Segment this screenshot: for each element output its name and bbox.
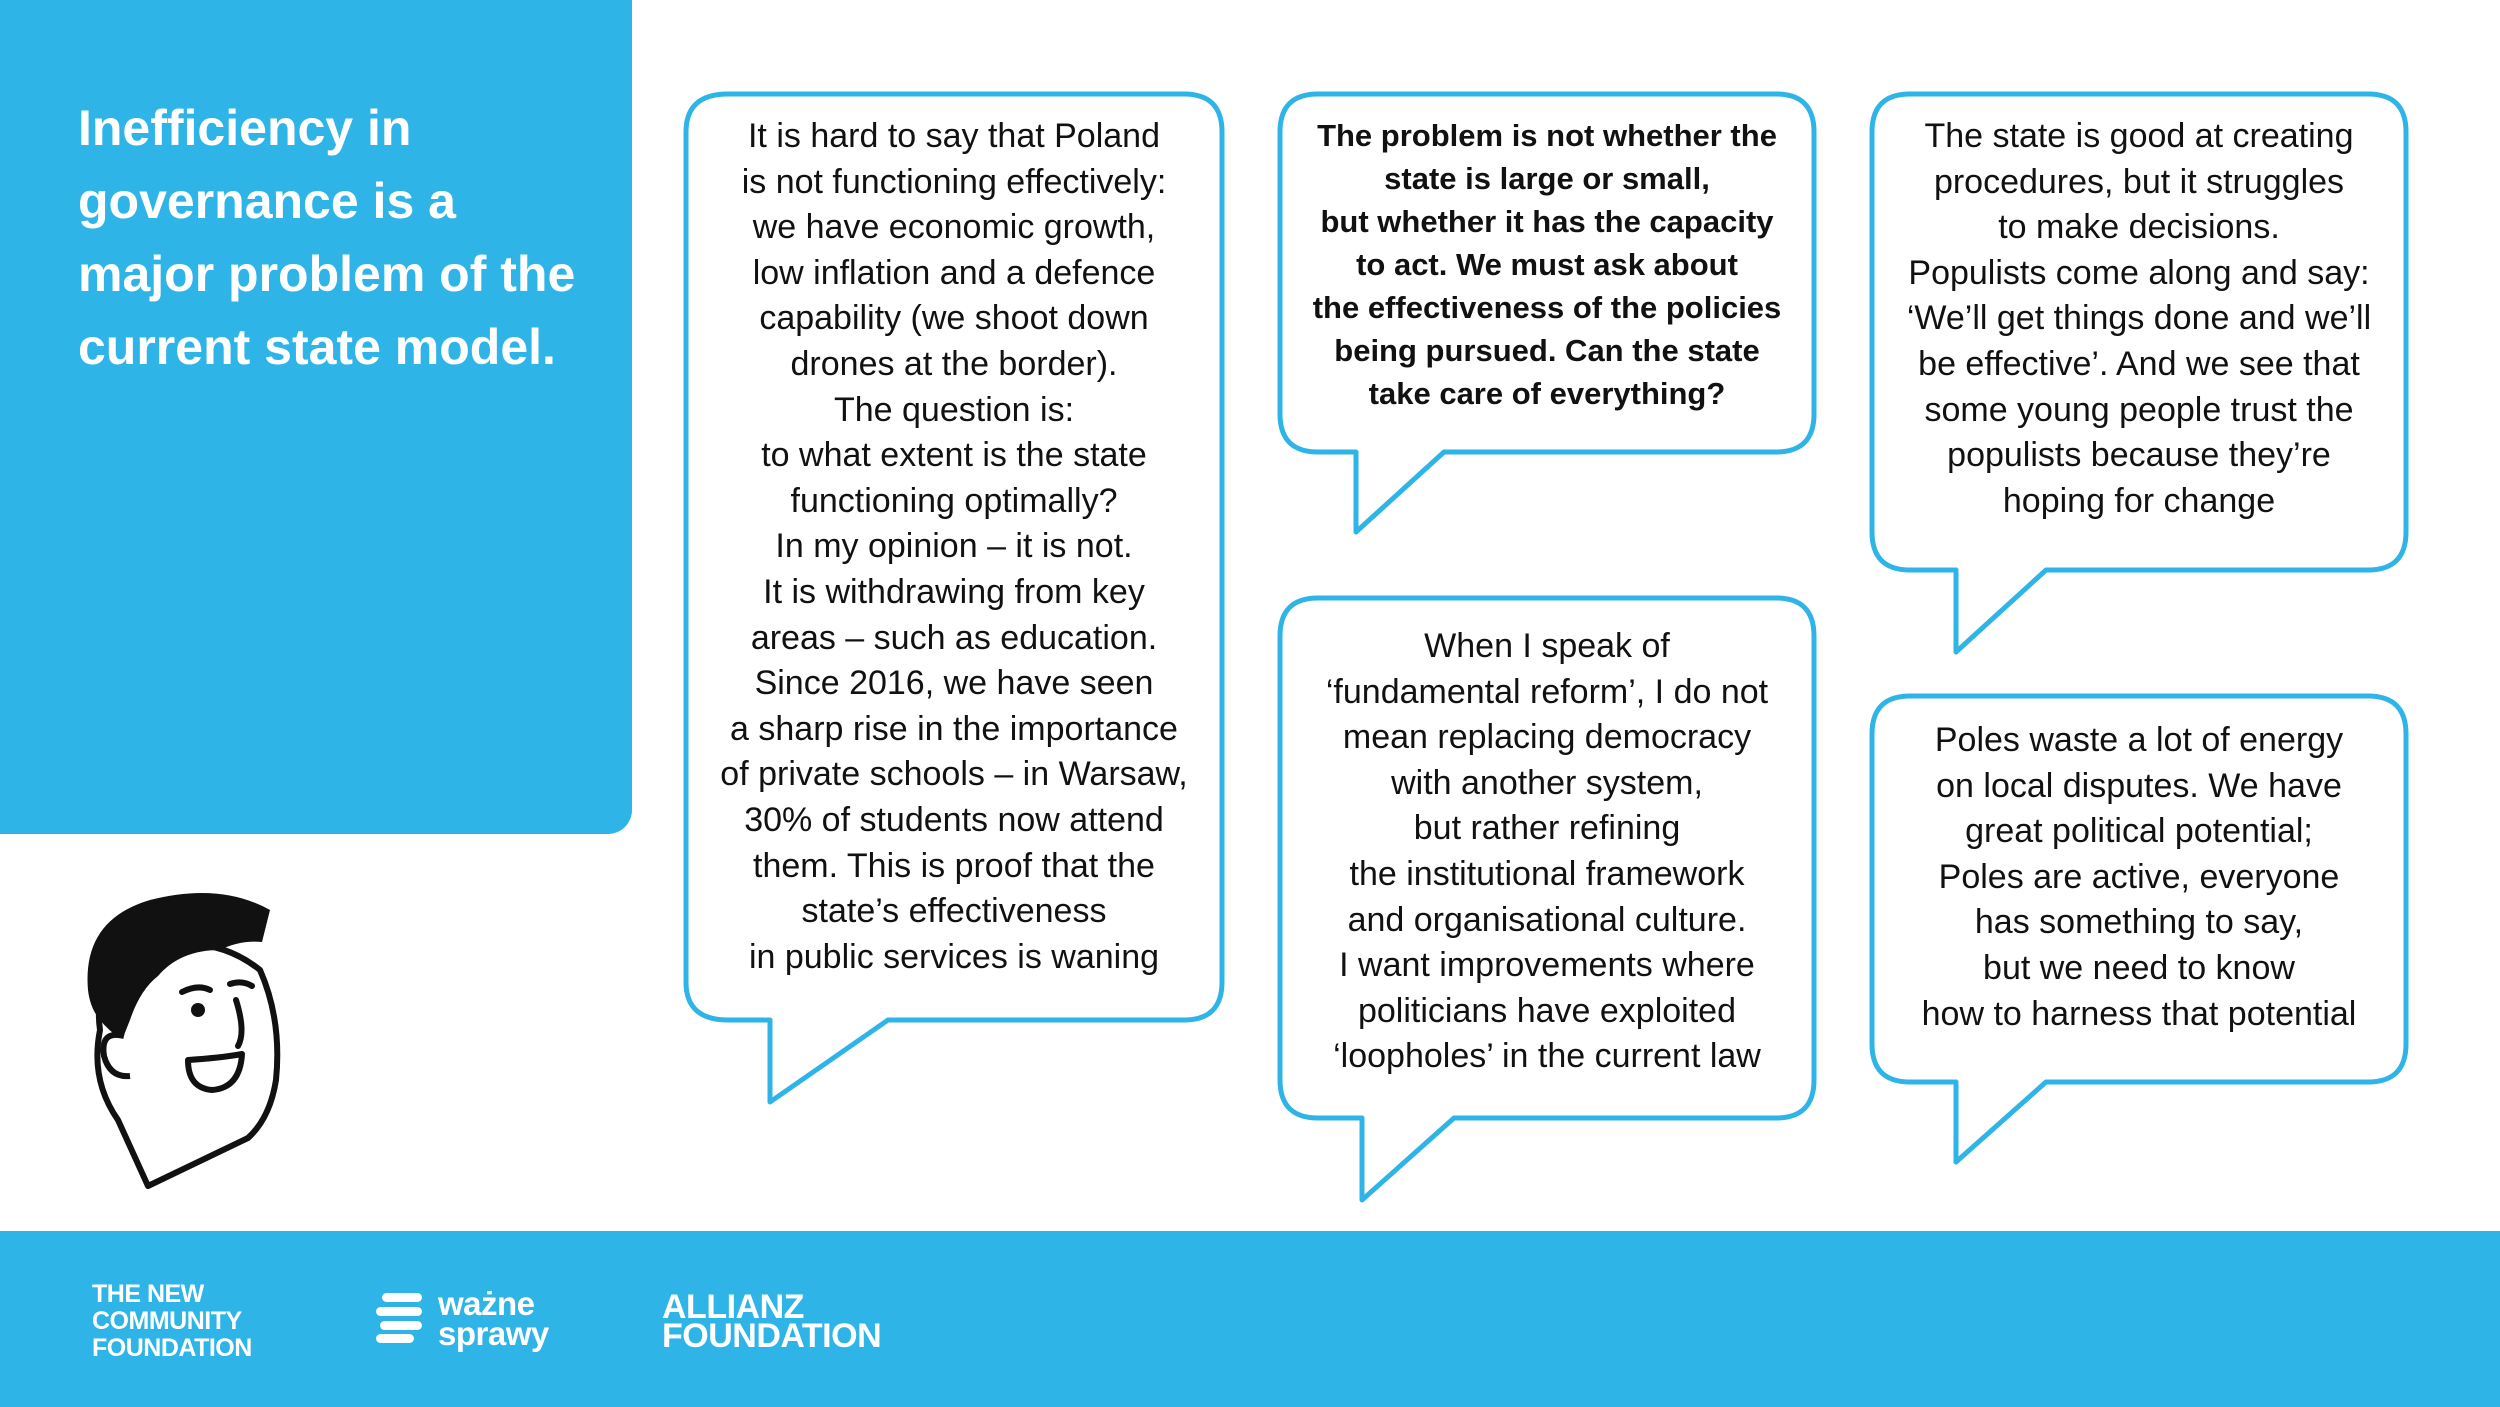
quote-3-text: When I speak of ‘fundamental reform’, I do not mean replacing democracy with another system, but rather refining the institutional framework and organisational culture. I want improvements where politicians have exploited ‘loopholes’ in the current law — [1325, 627, 1769, 1076]
footer — [0, 1231, 2500, 1407]
quote-1-text: It is hard to say that Poland is not functioning effectively: we have economic growth, low inflation and a defence capability (we shoot down drones at the border). The question is: to what extent is the state functioning optimally? In my opinion – it is not. It is withdrawing from key areas – such as education. Since 2016, we have seen a sharp rise in the importance of private schools – in Warsaw, 30% of students now attend them. This is proof that the state’s effectiveness in public services is waning — [720, 117, 1188, 976]
page-title: Inefficiency in governance is a major problem of the current state model. — [78, 100, 576, 375]
allianz-foundation-logo: ALLIANZ FOUNDATION — [662, 1288, 882, 1355]
quote-4-text: The state is good at creating procedures, but it struggles to make decisions. Populists come along and say: ‘We’ll get things done and we’ll be effective’. And we see that some young people trust the populists because they’re hoping for change — [1906, 117, 2372, 520]
person-avatar-icon — [70, 880, 300, 1190]
wazne-sprawy-logo: ważne sprawy — [438, 1285, 549, 1352]
quote-5-text: Poles waste a lot of energy on local disputes. We have great political potential; Poles are active, everyone has something to say, but we need to know how to harness that potential — [1921, 721, 2357, 1033]
quote-2-text: The problem is not whether the state is large or small, but whether it has the capacity to act. We must ask about the effectiveness of the policies being pursued. Can the state take care of everything? — [1312, 118, 1782, 411]
new-community-foundation-logo: THE NEW COMMUNITY FOUNDATION — [92, 1280, 252, 1362]
wazne-sprawy-mark-icon — [376, 1289, 426, 1343]
